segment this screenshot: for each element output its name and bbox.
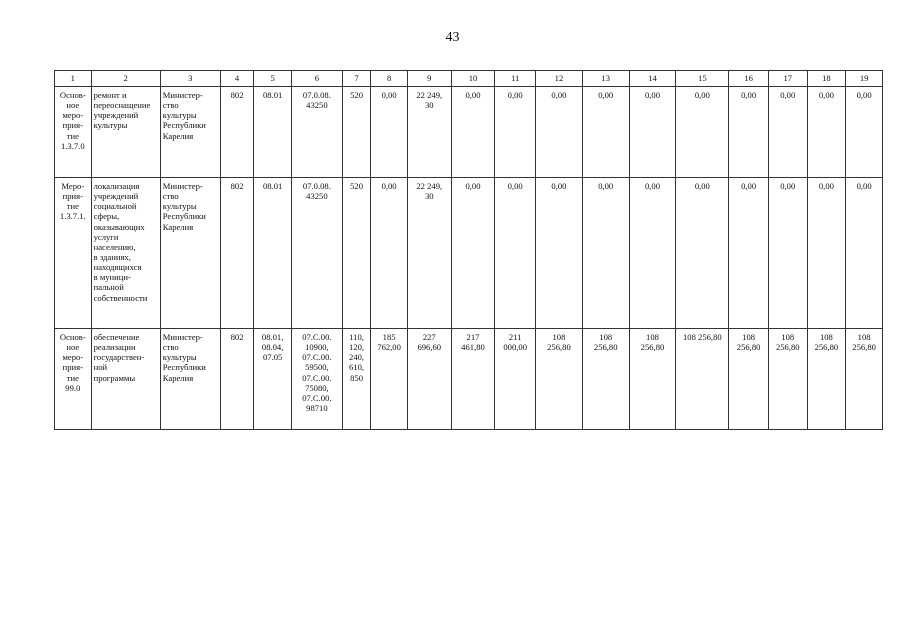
cell-value: 108 256,80 <box>582 329 629 430</box>
cell-value: 217 461,80 <box>451 329 495 430</box>
cell-value: 0,00 <box>629 178 676 329</box>
cell-expense-type: 520 <box>342 87 370 178</box>
activity-name: обеспечение реализации государствен- ной программы <box>91 329 160 430</box>
cell-value: 0,00 <box>846 87 883 178</box>
responsible-body: Министер- ство культуры Республики Карелия <box>160 87 220 178</box>
cell-value: 0,00 <box>495 178 536 329</box>
cell-value: 0,00 <box>582 178 629 329</box>
cell-value: 0,00 <box>729 178 769 329</box>
cell-value: 0,00 <box>768 87 807 178</box>
header-cell: 18 <box>807 71 846 87</box>
cell-value: 108 256,80 <box>676 329 729 430</box>
cell-section: 08.01 <box>254 178 292 329</box>
activity-name: локализация учреждений социальной сферы, оказывающих услуги населению, в зданиях, находящихся в муници- пальной собственности <box>91 178 160 329</box>
cell-value: 108 256,80 <box>846 329 883 430</box>
cell-expense-type: 110, 120, 240, 610, 850 <box>342 329 370 430</box>
responsible-body: Министер- ство культуры Республики Карелия <box>160 329 220 430</box>
header-cell: 15 <box>676 71 729 87</box>
cell-value: 0,00 <box>676 87 729 178</box>
activity-code: Меро- прия- тие 1.3.7.1. <box>55 178 92 329</box>
header-cell: 9 <box>407 71 451 87</box>
cell-value: 108 256,80 <box>768 329 807 430</box>
cell-grbs: 802 <box>220 329 254 430</box>
header-cell: 1 <box>55 71 92 87</box>
header-cell: 4 <box>220 71 254 87</box>
header-cell: 6 <box>291 71 342 87</box>
activity-code: Основ- ное меро- прия- тие 1.3.7.0 <box>55 87 92 178</box>
cell-value: 0,00 <box>807 178 846 329</box>
cell-target-article: 07.0.08. 43250 <box>291 87 342 178</box>
cell-grbs: 802 <box>220 178 254 329</box>
cell-value: 22 249, 30 <box>407 87 451 178</box>
cell-value: 0,00 <box>729 87 769 178</box>
cell-value: 22 249, 30 <box>407 178 451 329</box>
header-cell: 7 <box>342 71 370 87</box>
cell-value: 0,00 <box>807 87 846 178</box>
header-cell: 12 <box>536 71 583 87</box>
cell-value: 227 696,60 <box>407 329 451 430</box>
activity-name: ремонт и переоснащение учреждений культуры <box>91 87 160 178</box>
table-row <box>55 87 883 178</box>
responsible-body: Министер- ство культуры Республики Карелия <box>160 178 220 329</box>
cell-value: 108 256,80 <box>729 329 769 430</box>
header-cell: 17 <box>768 71 807 87</box>
cell-value: 185 762,00 <box>371 329 408 430</box>
header-row <box>55 71 883 87</box>
header-cell: 5 <box>254 71 292 87</box>
header-cell: 2 <box>91 71 160 87</box>
header-cell: 11 <box>495 71 536 87</box>
cell-value: 108 256,80 <box>536 329 583 430</box>
cell-section: 08.01, 08.04, 07.05 <box>254 329 292 430</box>
cell-value: 0,00 <box>582 87 629 178</box>
header-cell: 16 <box>729 71 769 87</box>
cell-target-article: 07.0.08. 43250 <box>291 178 342 329</box>
header-cell: 8 <box>371 71 408 87</box>
cell-value: 108 256,80 <box>807 329 846 430</box>
cell-value: 0,00 <box>846 178 883 329</box>
cell-value: 211 000,00 <box>495 329 536 430</box>
cell-value: 0,00 <box>451 87 495 178</box>
cell-value: 0,00 <box>768 178 807 329</box>
cell-value: 0,00 <box>536 87 583 178</box>
cell-value: 0,00 <box>451 178 495 329</box>
cell-value: 0,00 <box>495 87 536 178</box>
cell-grbs: 802 <box>220 87 254 178</box>
table-row <box>55 178 883 329</box>
page-number: 43 <box>445 30 460 45</box>
cell-section: 08.01 <box>254 87 292 178</box>
cell-value: 0,00 <box>371 178 408 329</box>
cell-expense-type: 520 <box>342 178 370 329</box>
cell-target-article: 07.С.00. 10900, 07.С.00. 59500, 07.С.00. 75080, 07.С.00. 98710 <box>291 329 342 430</box>
cell-value: 0,00 <box>371 87 408 178</box>
table-row <box>55 329 883 430</box>
activity-code: Основ- ное меро- прия- тие 99.0 <box>55 329 92 430</box>
header-cell: 10 <box>451 71 495 87</box>
cell-value: 108 256,80 <box>629 329 676 430</box>
header-cell: 13 <box>582 71 629 87</box>
cell-value: 0,00 <box>676 178 729 329</box>
budget-table <box>54 70 883 430</box>
header-cell: 14 <box>629 71 676 87</box>
header-cell: 3 <box>160 71 220 87</box>
cell-value: 0,00 <box>536 178 583 329</box>
header-cell: 19 <box>846 71 883 87</box>
cell-value: 0,00 <box>629 87 676 178</box>
